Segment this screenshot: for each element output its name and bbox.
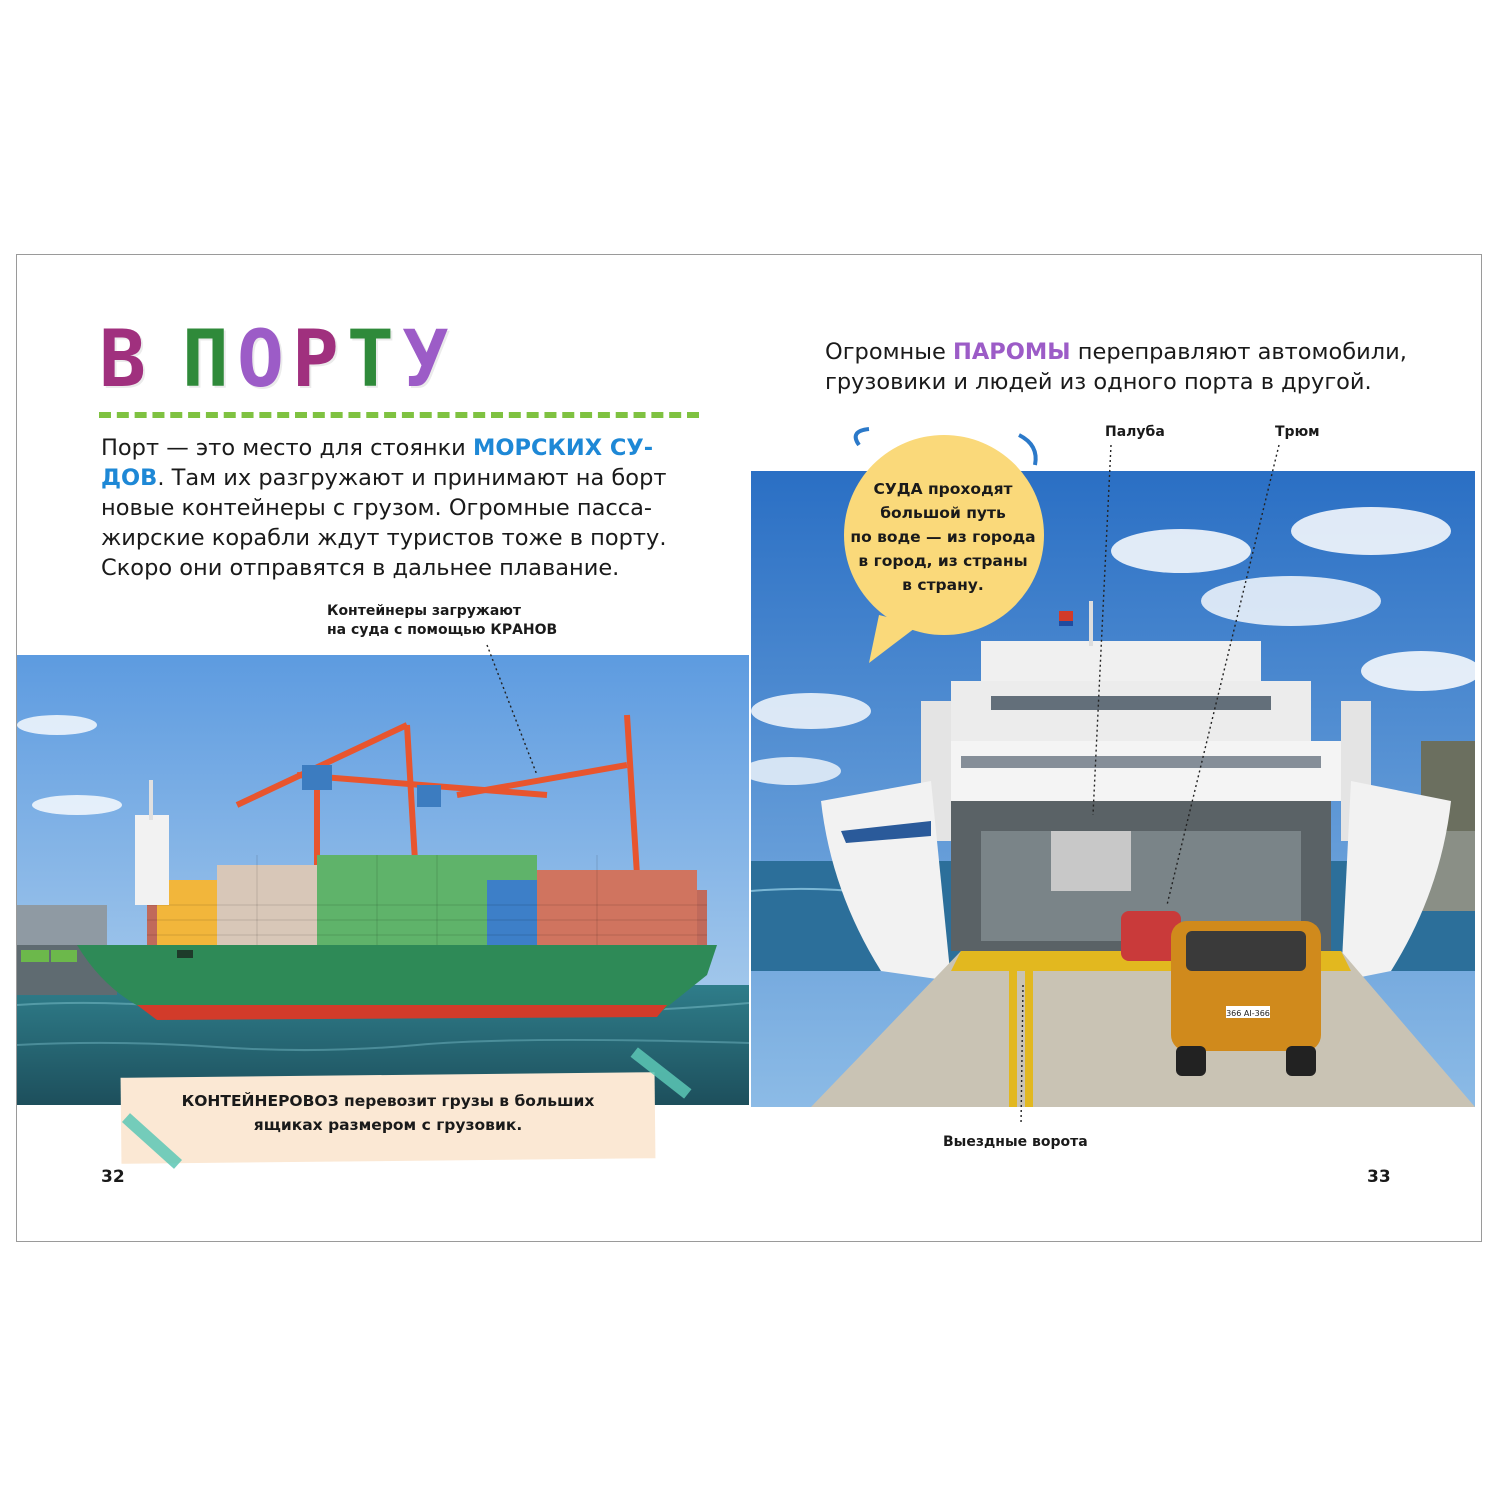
caption-exit-gate: Выездные ворота [943,1134,1088,1150]
intro-text-2: . Там их разгружают и принимают на борт новые контейнеры с грузом. Огромные пасса-жирские корабли ждут туристов тоже в порту. Скоро они отправятся в дальнее плавание. [101,465,667,581]
intro-highlight: МОРСКИХ СУ-ДОВ [101,435,654,491]
bubble-line4: в город, из страны [858,552,1028,570]
title-letter: В [99,315,148,405]
title-letter: О [236,315,286,405]
title-letter: У [401,315,451,405]
page-number-left: 32 [101,1167,125,1187]
title-letter: П [181,315,231,405]
ferry-text-1: Огромные [825,339,954,365]
page-number-right: 33 [1367,1167,1391,1187]
bubble-line5: в страну. [902,576,984,594]
license-plate: 366 AI-366 [1226,1009,1270,1018]
bubble-line1: СУДА проходят [873,480,1013,498]
annotation-leaders [17,255,1482,1242]
caption-hold: Трюм [1275,424,1320,440]
note-line2: ящиках размером с грузовик. [253,1116,523,1134]
crane-caption-line1: Контейнеры загружают [327,603,522,619]
intro-text-1: Порт — это место для стоянки [101,435,473,461]
ferry-highlight: ПАРОМЫ [953,339,1071,365]
caption-deck: Палуба [1105,424,1165,440]
crane-caption-line2: на суда с помощью КРАНОВ [327,622,558,638]
note-line1: КОНТЕЙНЕРОВОЗ перевозит грузы в больших [181,1092,595,1110]
bubble-line3: по воде — из города [850,528,1036,546]
title-letter: Р [291,315,341,405]
bubble-line2: большой путь [880,504,1006,522]
ferry-text-2: переправляют автомобили, грузовики и людей из одного порта в другой. [825,339,1407,395]
book-spread [16,254,1482,1242]
title-letter: Т [346,315,396,405]
